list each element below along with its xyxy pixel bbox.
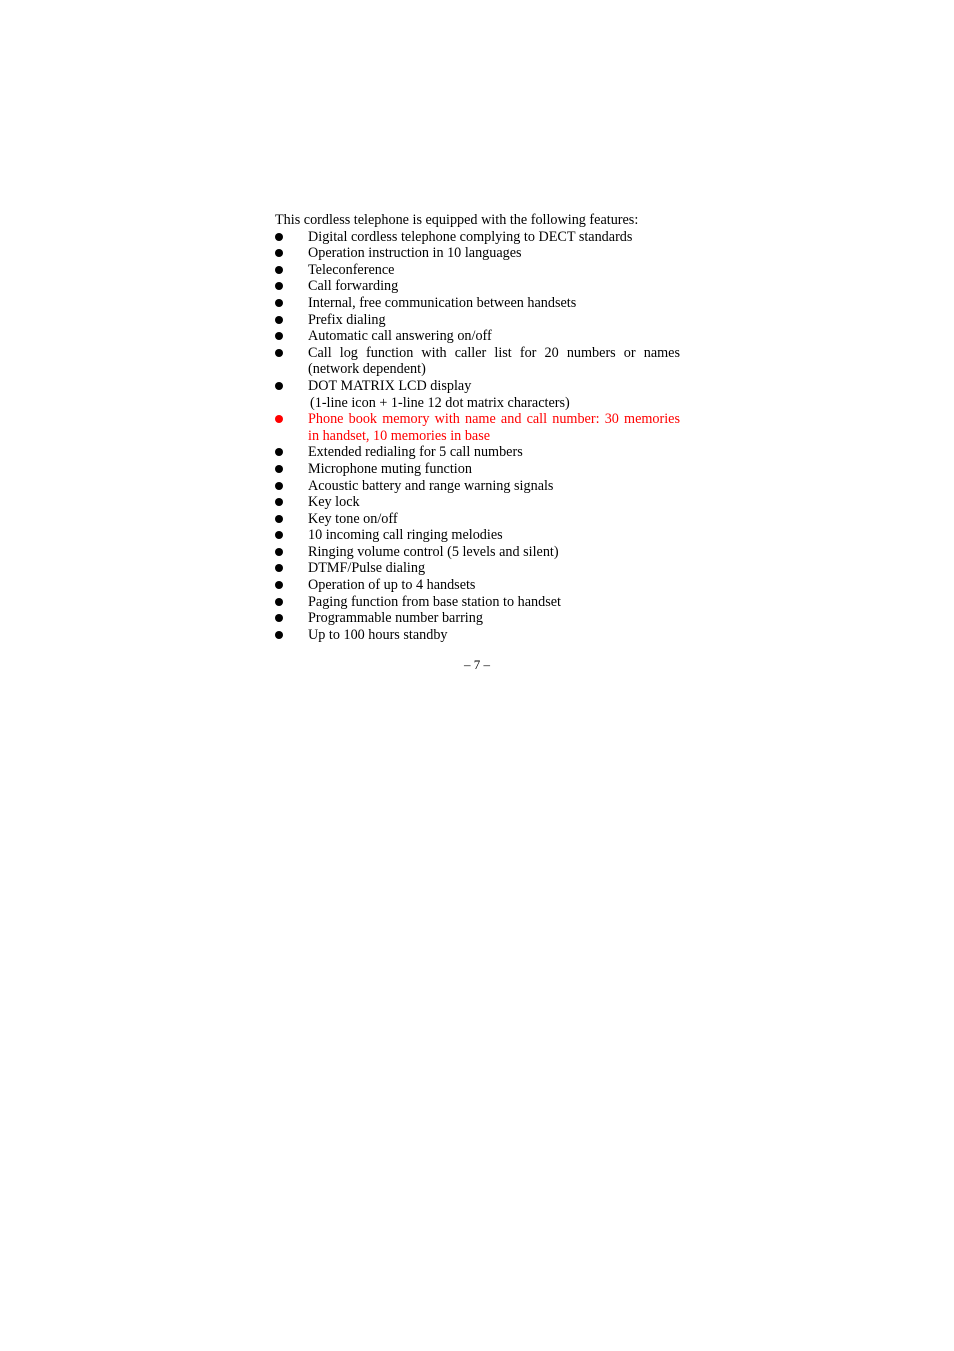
feature-text: Automatic call answering on/off (308, 328, 492, 345)
bullet-icon (275, 531, 283, 539)
feature-text: Operation instruction in 10 languages (308, 245, 522, 262)
feature-item (275, 560, 680, 577)
feature-item (275, 627, 680, 644)
feature-item (275, 411, 680, 444)
feature-section (275, 212, 680, 643)
bullet-icon (275, 415, 283, 423)
feature-text: Call forwarding (308, 278, 399, 295)
feature-text: Microphone muting function (308, 460, 472, 477)
bullet-icon (275, 482, 283, 490)
bullet-icon (275, 382, 283, 390)
bullet-icon (275, 465, 283, 473)
feature-text: in handset, 10 memories in base (308, 427, 491, 444)
feature-text: DTMF/Pulse dialing (308, 560, 426, 577)
feature-item (275, 345, 680, 378)
feature-text: Digital cordless telephone complying to DECT standards (308, 228, 633, 245)
intro-text: This cordless telephone is equipped with the following features: (275, 212, 639, 228)
feature-item (275, 461, 680, 478)
bullet-icon (275, 598, 283, 606)
bullet-icon (275, 498, 283, 506)
feature-item (275, 328, 680, 345)
bullet-icon (275, 581, 283, 589)
feature-text: Teleconference (308, 261, 395, 278)
feature-item (275, 229, 680, 246)
feature-text: Internal, free communication between handsets (308, 294, 577, 311)
feature-text: (network dependent) (308, 361, 426, 378)
feature-item (275, 544, 680, 561)
bullet-icon (275, 349, 283, 357)
feature-text: Operation of up to 4 handsets (308, 577, 476, 594)
feature-text: DOT MATRIX LCD display (308, 377, 472, 394)
feature-item (275, 378, 680, 411)
feature-item (275, 312, 680, 329)
bullet-icon (275, 266, 283, 274)
feature-text: Ringing volume control (5 levels and silent) (308, 543, 559, 560)
bullet-icon (275, 233, 283, 241)
feature-text: Paging function from base station to handset (308, 593, 561, 610)
bullet-icon (275, 564, 283, 572)
bullet-icon (275, 448, 283, 456)
feature-text: Key lock (308, 494, 360, 511)
bullet-icon (275, 614, 283, 622)
bullet-icon (275, 548, 283, 556)
bullet-icon (275, 332, 283, 340)
feature-item (275, 610, 680, 627)
feature-item (275, 577, 680, 594)
feature-text: Acoustic battery and range warning signals (308, 477, 554, 494)
bullet-icon (275, 631, 283, 639)
feature-item (275, 278, 680, 295)
feature-text: Phone book memory with name and call number: 30 memories (308, 411, 680, 428)
feature-list (275, 229, 680, 644)
feature-text: 10 incoming call ringing melodies (308, 527, 503, 544)
feature-item (275, 262, 680, 279)
feature-item (275, 527, 680, 544)
bullet-icon (275, 299, 283, 307)
bullet-icon (275, 282, 283, 290)
feature-item (275, 444, 680, 461)
feature-text: Call log function with caller list for 20 numbers or names (308, 344, 680, 361)
feature-text: Extended redialing for 5 call numbers (308, 444, 523, 461)
feature-subtext: (1-line icon + 1-line 12 dot matrix characters) (310, 394, 570, 411)
feature-text: Programmable number barring (308, 610, 483, 627)
page-number: – 7 – (464, 657, 490, 672)
feature-item (275, 594, 680, 611)
feature-item (275, 478, 680, 495)
bullet-icon (275, 515, 283, 523)
feature-item (275, 245, 680, 262)
feature-item (275, 511, 680, 528)
bullet-icon (275, 249, 283, 257)
feature-item (275, 295, 680, 312)
feature-text: Key tone on/off (308, 510, 398, 527)
feature-item (275, 494, 680, 511)
feature-text: Prefix dialing (308, 311, 386, 328)
feature-text: Up to 100 hours standby (308, 626, 448, 643)
bullet-icon (275, 316, 283, 324)
